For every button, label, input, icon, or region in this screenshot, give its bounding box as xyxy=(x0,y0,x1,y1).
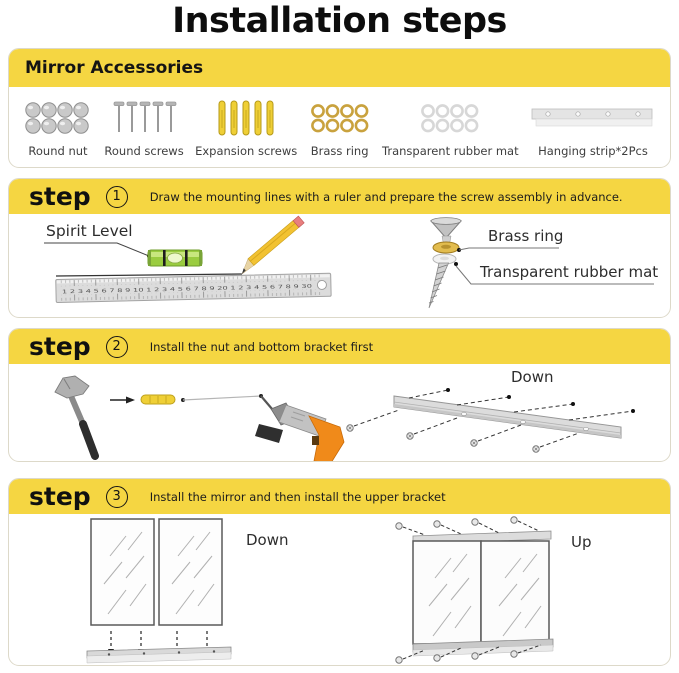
accessory-hanging-strip xyxy=(530,95,656,158)
arrow-icon xyxy=(126,397,135,404)
accessory-label: Expansion screws xyxy=(195,144,298,158)
accessory-label: Brass ring xyxy=(310,144,369,158)
step-word: step xyxy=(29,182,91,211)
accessory-label: Round screws xyxy=(104,144,184,158)
anchor-art xyxy=(141,395,175,404)
step-number-badge: 1 xyxy=(106,186,128,208)
down-label: Down xyxy=(246,531,289,549)
step3-content xyxy=(9,514,670,666)
rubber-mat-icon xyxy=(419,95,481,141)
accessory-label: Transparent rubber mat xyxy=(382,144,519,158)
step1-content xyxy=(9,214,670,318)
page-title: Installation steps xyxy=(172,1,507,41)
brass-ring-icon xyxy=(309,95,371,141)
step1-panel xyxy=(8,178,671,318)
accessory-label: Round nut xyxy=(28,144,88,158)
screw-glyphs xyxy=(347,425,539,452)
step2-panel xyxy=(8,328,671,462)
drill-art xyxy=(255,396,344,462)
accessory-label: Hanging strip*2Pcs xyxy=(538,144,648,158)
spirit-level-label: Spirit Level xyxy=(46,222,133,240)
step1-header xyxy=(9,179,670,214)
step3-panel xyxy=(8,478,671,666)
round-screws-icon xyxy=(111,95,177,141)
spirit-level-art xyxy=(148,250,202,266)
step2-header xyxy=(9,329,670,364)
step2-illustration xyxy=(9,364,670,462)
accessories-header xyxy=(9,49,670,87)
rubber-mat-callout: Transparent rubber mat xyxy=(480,263,659,281)
accessory-rubber-mat xyxy=(382,95,519,158)
mirrors-bracket-art xyxy=(396,517,553,663)
down-label: Down xyxy=(511,368,554,386)
accessories-row xyxy=(9,87,670,158)
ruler-art xyxy=(56,273,331,302)
pencil-art xyxy=(242,216,304,274)
step-description: Install the mirror and then install the upper bracket xyxy=(149,489,446,504)
hanging-strip-icon xyxy=(530,95,656,141)
step-description: Draw the mounting lines with a ruler and prepare the screw assembly in advance. xyxy=(149,189,623,204)
round-nut-icon xyxy=(23,95,93,141)
accessory-brass-ring xyxy=(309,95,371,158)
expansion-screws-icon xyxy=(215,95,277,141)
step2-content xyxy=(9,364,670,462)
step-description: Install the nut and bottom bracket first xyxy=(149,339,374,354)
step-word: step xyxy=(29,332,91,361)
accessory-round-screws xyxy=(104,95,183,158)
bottom-bracket-art xyxy=(394,396,621,438)
step-number-badge: 3 xyxy=(106,486,128,508)
hammer-art xyxy=(55,376,95,456)
step3-header xyxy=(9,479,670,514)
brass-ring-callout: Brass ring xyxy=(488,227,564,245)
ruler-scale-numbers: 1 2 3 4 5 6 7 8 9 10 1 2 3 4 5 6 7 8 9 20 1 2 3 4 5 6 7 8 9 30 xyxy=(61,285,214,296)
accessory-expansion-screws xyxy=(195,95,297,158)
mirrors-drop-art xyxy=(87,519,231,663)
accessories-header-label: Mirror Accessories xyxy=(25,58,204,78)
step-number-badge: 2 xyxy=(106,336,128,358)
accessories-panel xyxy=(8,48,671,168)
step-word: step xyxy=(29,482,91,511)
accessory-round-nut xyxy=(23,95,93,158)
up-label: Up xyxy=(571,533,592,551)
